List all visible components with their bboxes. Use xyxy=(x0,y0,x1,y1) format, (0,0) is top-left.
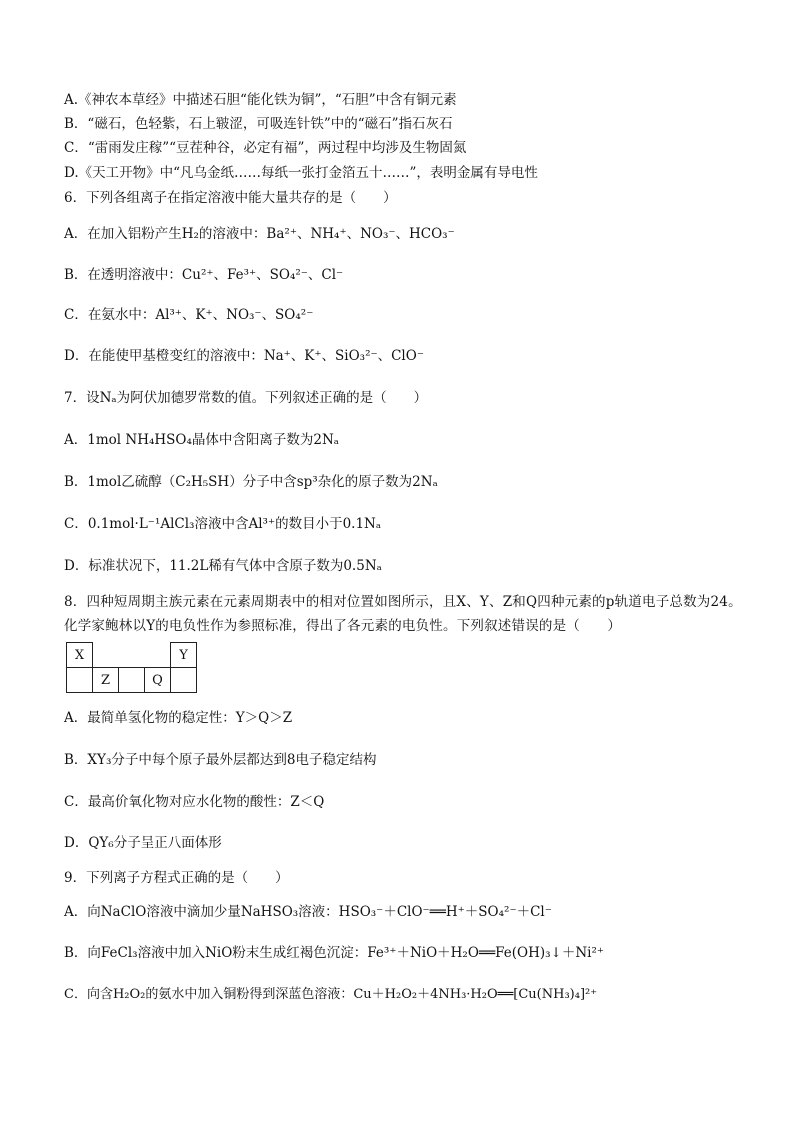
q6-option-c: C．在氨水中：Al³⁺、K⁺、NO₃⁻、SO₄²⁻ xyxy=(64,307,314,323)
cell-x: X xyxy=(67,643,93,668)
cell-empty-3 xyxy=(171,668,197,693)
cell-y: Y xyxy=(171,643,197,668)
q6-option-b: B．在透明溶液中：Cu²⁺、Fe³⁺、SO₄²⁻、Cl⁻ xyxy=(64,267,344,283)
q8-option-c: C．最高价氧化物对应水化物的酸性：Z＜Q xyxy=(64,794,325,810)
q5-option-b: B．“磁石，色轻紫，石上皲涩，可吸连针铁”中的“磁石”指石灰石 xyxy=(64,116,453,132)
cell-empty-2 xyxy=(119,668,145,693)
q7-option-c: C．0.1mol·L⁻¹AlCl₃溶液中含Al³⁺的数目小于0.1Nₐ xyxy=(64,516,382,532)
q7-stem: 7．设Nₐ为阿伏加德罗常数的值。下列叙述正确的是（ ） xyxy=(64,390,428,406)
q9-option-b: B．向FeCl₃溶液中加入NiO粉末生成红褐色沉淀：Fe³⁺＋NiO＋H₂O══Fe(OH)₃↓＋Ni²⁺ xyxy=(64,945,605,961)
q8-stem: 8．四种短周期主族元素在元素周期表中的相对位置如图所示，且X、Y、Z和Q四种元素的p轨道电子总数为24。化学家鲍林以Y的电负性作为参照标准，得出了各元素的电负性。下列叙述错误的是（ ） xyxy=(64,594,742,634)
q9-option-c: C．向含H₂O₂的氨水中加入铜粉得到深蓝色溶液：Cu＋H₂O₂＋4NH₃·H₂O══[Cu(NH₃)₄]²⁺ xyxy=(64,987,598,1002)
cell-empty-1 xyxy=(67,668,93,693)
q6-option-d: D．在能使甲基橙变红的溶液中：Na⁺、K⁺、SiO₃²⁻、ClO⁻ xyxy=(64,348,424,364)
q5-option-a: A.《神农本草经》中描述石胆“能化铁为铜”，“石胆”中含有铜元素 xyxy=(64,92,457,108)
q7-option-b: B．1mol乙硫醇（C₂H₅SH）分子中含sp³杂化的原子数为2Nₐ xyxy=(64,474,438,490)
q6-stem: 6．下列各组离子在指定溶液中能大量共存的是（ ） xyxy=(64,190,397,206)
q8-option-b: B．XY₃分子中每个原子最外层都达到8电子稳定结构 xyxy=(64,752,377,768)
q7-option-d: D．标准状况下，11.2L稀有气体中含原子数为0.5Nₐ xyxy=(64,558,382,574)
cell-q: Q xyxy=(145,668,171,693)
cell-z: Z xyxy=(93,668,119,693)
q9-option-a: A．向NaClO溶液中滴加少量NaHSO₃溶液：HSO₃⁻＋ClO⁻══H⁺＋SO₄²⁻＋Cl⁻ xyxy=(64,904,552,920)
q7-option-a: A．1mol NH₄HSO₄晶体中含阳离子数为2Nₐ xyxy=(64,432,339,448)
periodic-position-table xyxy=(66,642,197,693)
q9-stem: 9．下列离子方程式正确的是（ ） xyxy=(64,870,289,886)
q8-option-a: A．最简单氢化物的稳定性：Y＞Q＞Z xyxy=(64,710,293,726)
q6-option-a: A．在加入铝粉产生H₂的溶液中：Ba²⁺、NH₄⁺、NO₃⁻、HCO₃⁻ xyxy=(64,226,455,242)
q8-option-d: D．QY₆分子呈正八面体形 xyxy=(64,835,222,851)
q5-option-d: D.《天工开物》中“凡乌金纸……每纸一张打金箔五十……”，表明金属有导电性 xyxy=(64,165,538,181)
q5-option-c: C．“雷雨发庄稼”“豆茬种谷，必定有福”，两过程中均涉及生物固氮 xyxy=(64,140,467,156)
